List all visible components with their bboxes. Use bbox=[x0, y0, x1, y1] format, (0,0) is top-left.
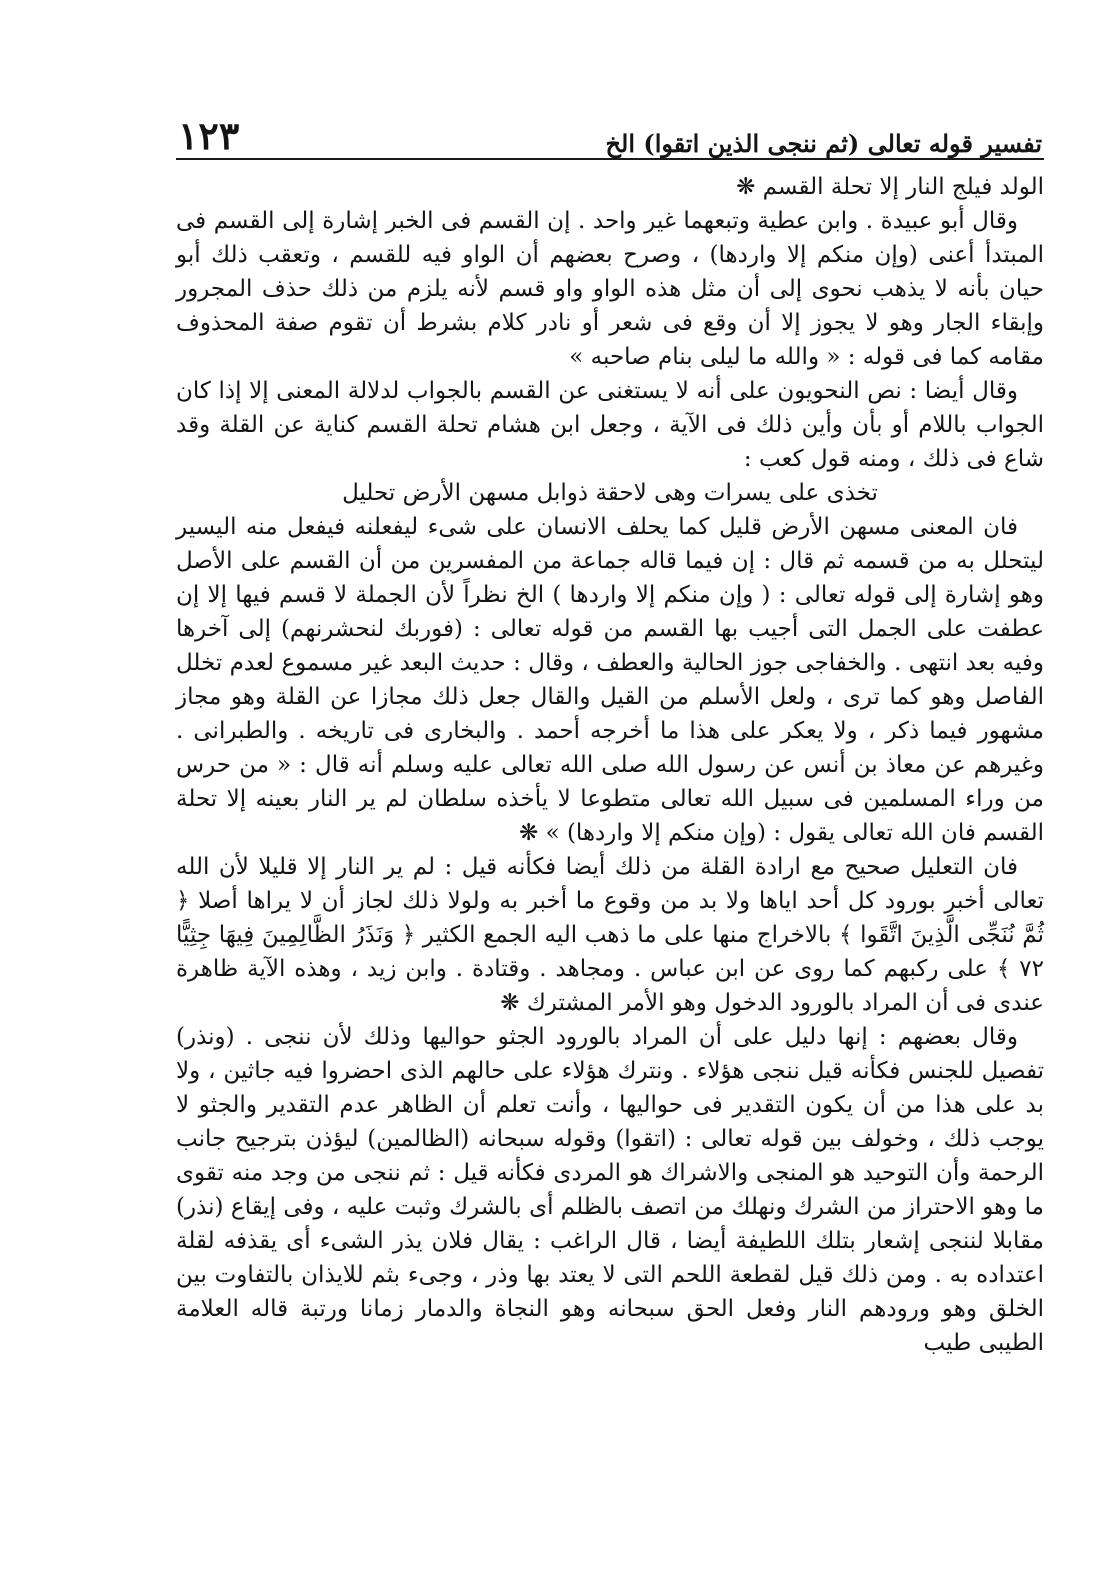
poetry-verse: تخذى على يسرات وهى لاحقة ذوابل مسهن الأرض تحليل bbox=[342, 480, 878, 506]
body-text bbox=[176, 170, 1044, 1360]
paragraph: فان المعنى مسهن الأرض قليل كما يحلف الانسان على شىء ليفعلنه فيفعل منه اليسير ليتحلل به من قسمه ثم قال : إن فيما قاله جماعة من المفسرين من أن القسم على الأصل وهو إشارة إلى قوله تعالى : ( وإن منكم إلا واردها ) الخ نظراً لأن الجملة لا قسم فيها إلا إن عطفت على الجمل التى أجيب بها القسم من قوله تعالى : (فوربك لنحشرنهم) إلى آخرها وفيه بعد انتهى . والخفاجى جوز الحالية والعطف ، وقال : حديث البعد غير مسموع لعدم تخلل الفاصل وهو كما ترى ، ولعل الأسلم من القيل والقال جعل ذلك مجازا عن القلة وهو مجاز مشهور فيما ذكر ، ولا يعكر على هذا ما أخرجه أحمد . والبخارى فى تاريخه . والطبرانى . وغيرهم عن معاذ بن أنس عن رسول الله صلى الله تعالى عليه وسلم أنه قال : « من حرس من وراء المسلمين فى سبيل الله تعالى متطوعا لا يأخذه سلطان لم ير النار بعينه إلا تحلة القسم فان الله تعالى يقول : (وإن منكم إلا واردها) » ❋ bbox=[176, 514, 1044, 846]
paragraph: فان التعليل صحيح مع ارادة القلة من ذلك أيضا فكأنه قيل : لم ير النار إلا قليلا لأن الله تعالى أخبر بورود كل أحد اياها ولا بد من وقوع ما أخبر به ولولا ذلك لجاز أن لا يراها أصلا ﴿ ثُمَّ نُنَجِّى الَّذِينَ اتَّقَوا ﴾ بالاخراج منها على ما ذهب اليه الجمع الكثير ﴿ وَنَذَرُ الظَّالِمِينَ فِيهَا جِثِيًّا ٧٢ ﴾ على ركبهم كما روى عن ابن عباس . ومجاهد . وقتادة . وابن زيد ، وهذه الآية ظاهرة عندى فى أن المراد بالورود الدخول وهو الأمر المشترك ❋ bbox=[176, 854, 1044, 1016]
page-header bbox=[178, 102, 1042, 158]
header-rule bbox=[176, 158, 1044, 160]
paragraph: وقال أبو عبيدة . وابن عطية وتبعهما غير واحد . إن القسم فى الخبر إشارة إلى القسم فى المبتدأ أعنى (وإن منكم إلا واردها) ، وصرح بعضهم أن الواو فيه للقسم ، وتعقب ذلك أبو حيان بأنه لا يذهب نحوى إلى أن مثل هذه الواو واو قسم لأنه يلزم من ذلك حذف المجرور وإبقاء الجار وهو لا يجوز إلا أن وقع فى شعر أو نادر كلام بشرط أن تقوم صفة المحذوف مقامه كما فى قوله : « والله ما ليلى بنام صاحبه » bbox=[176, 208, 1044, 370]
page-number: ١٢٣ bbox=[178, 113, 240, 158]
paragraph: وقال أيضا : نص النحويون على أنه لا يستغنى عن القسم بالجواب لدلالة المعنى إلا إذا كان الجواب باللام أو بأن وأين ذلك فى الآية ، وجعل ابن هشام تحلة القسم كناية عن القلة وقد شاع فى ذلك ، ومنه قول كعب : bbox=[176, 378, 1044, 472]
paragraph: وقال بعضهم : إنها دليل على أن المراد بالورود الجثو حواليها وذلك لأن ننجى . (ونذر) تفصيل للجنس فكأنه قيل ننجى هؤلاء . ونترك هؤلاء على حالهم الذى احضروا فيه جاثين ، ولا بد على هذا من أن يكون التقدير فى حواليها ، وأنت تعلم أن الظاهر عدم التقدير والجثو لا يوجب ذلك ، وخولف بين قوله تعالى : (اتقوا) وقوله سبحانه (الظالمين) ليؤذن بترجيح جانب الرحمة وأن التوحيد هو المنجى والاشراك هو المردى فكأنه قيل : ثم ننجى من وجد منه تقوى ما وهو الاحتراز من الشرك ونهلك من اتصف بالظلم أى بالشرك وثبت عليه ، وفى إيقاع (نذر) مقابلا لننجى إشعار بتلك اللطيفة أيضا ، قال الراغب : يقال فلان يذر الشىء أى يقذفه لقلة اعتداده به . ومن ذلك قيل لقطعة اللحم التى لا يعتد بها وذر ، وجىء بثم للايذان بالتفاوت بين الخلق وهو ورودهم النار وفعل الحق سبحانه وهو النجاة والدمار زمانا ورتبة قاله العلامة الطيبى طيب bbox=[176, 1024, 1044, 1356]
running-title: تفسير قوله تعالى (ثم ننجى الذين اتقوا) الخ bbox=[605, 129, 1042, 158]
paragraph: الولد فيلج النار إلا تحلة القسم ❋ bbox=[736, 174, 1044, 200]
